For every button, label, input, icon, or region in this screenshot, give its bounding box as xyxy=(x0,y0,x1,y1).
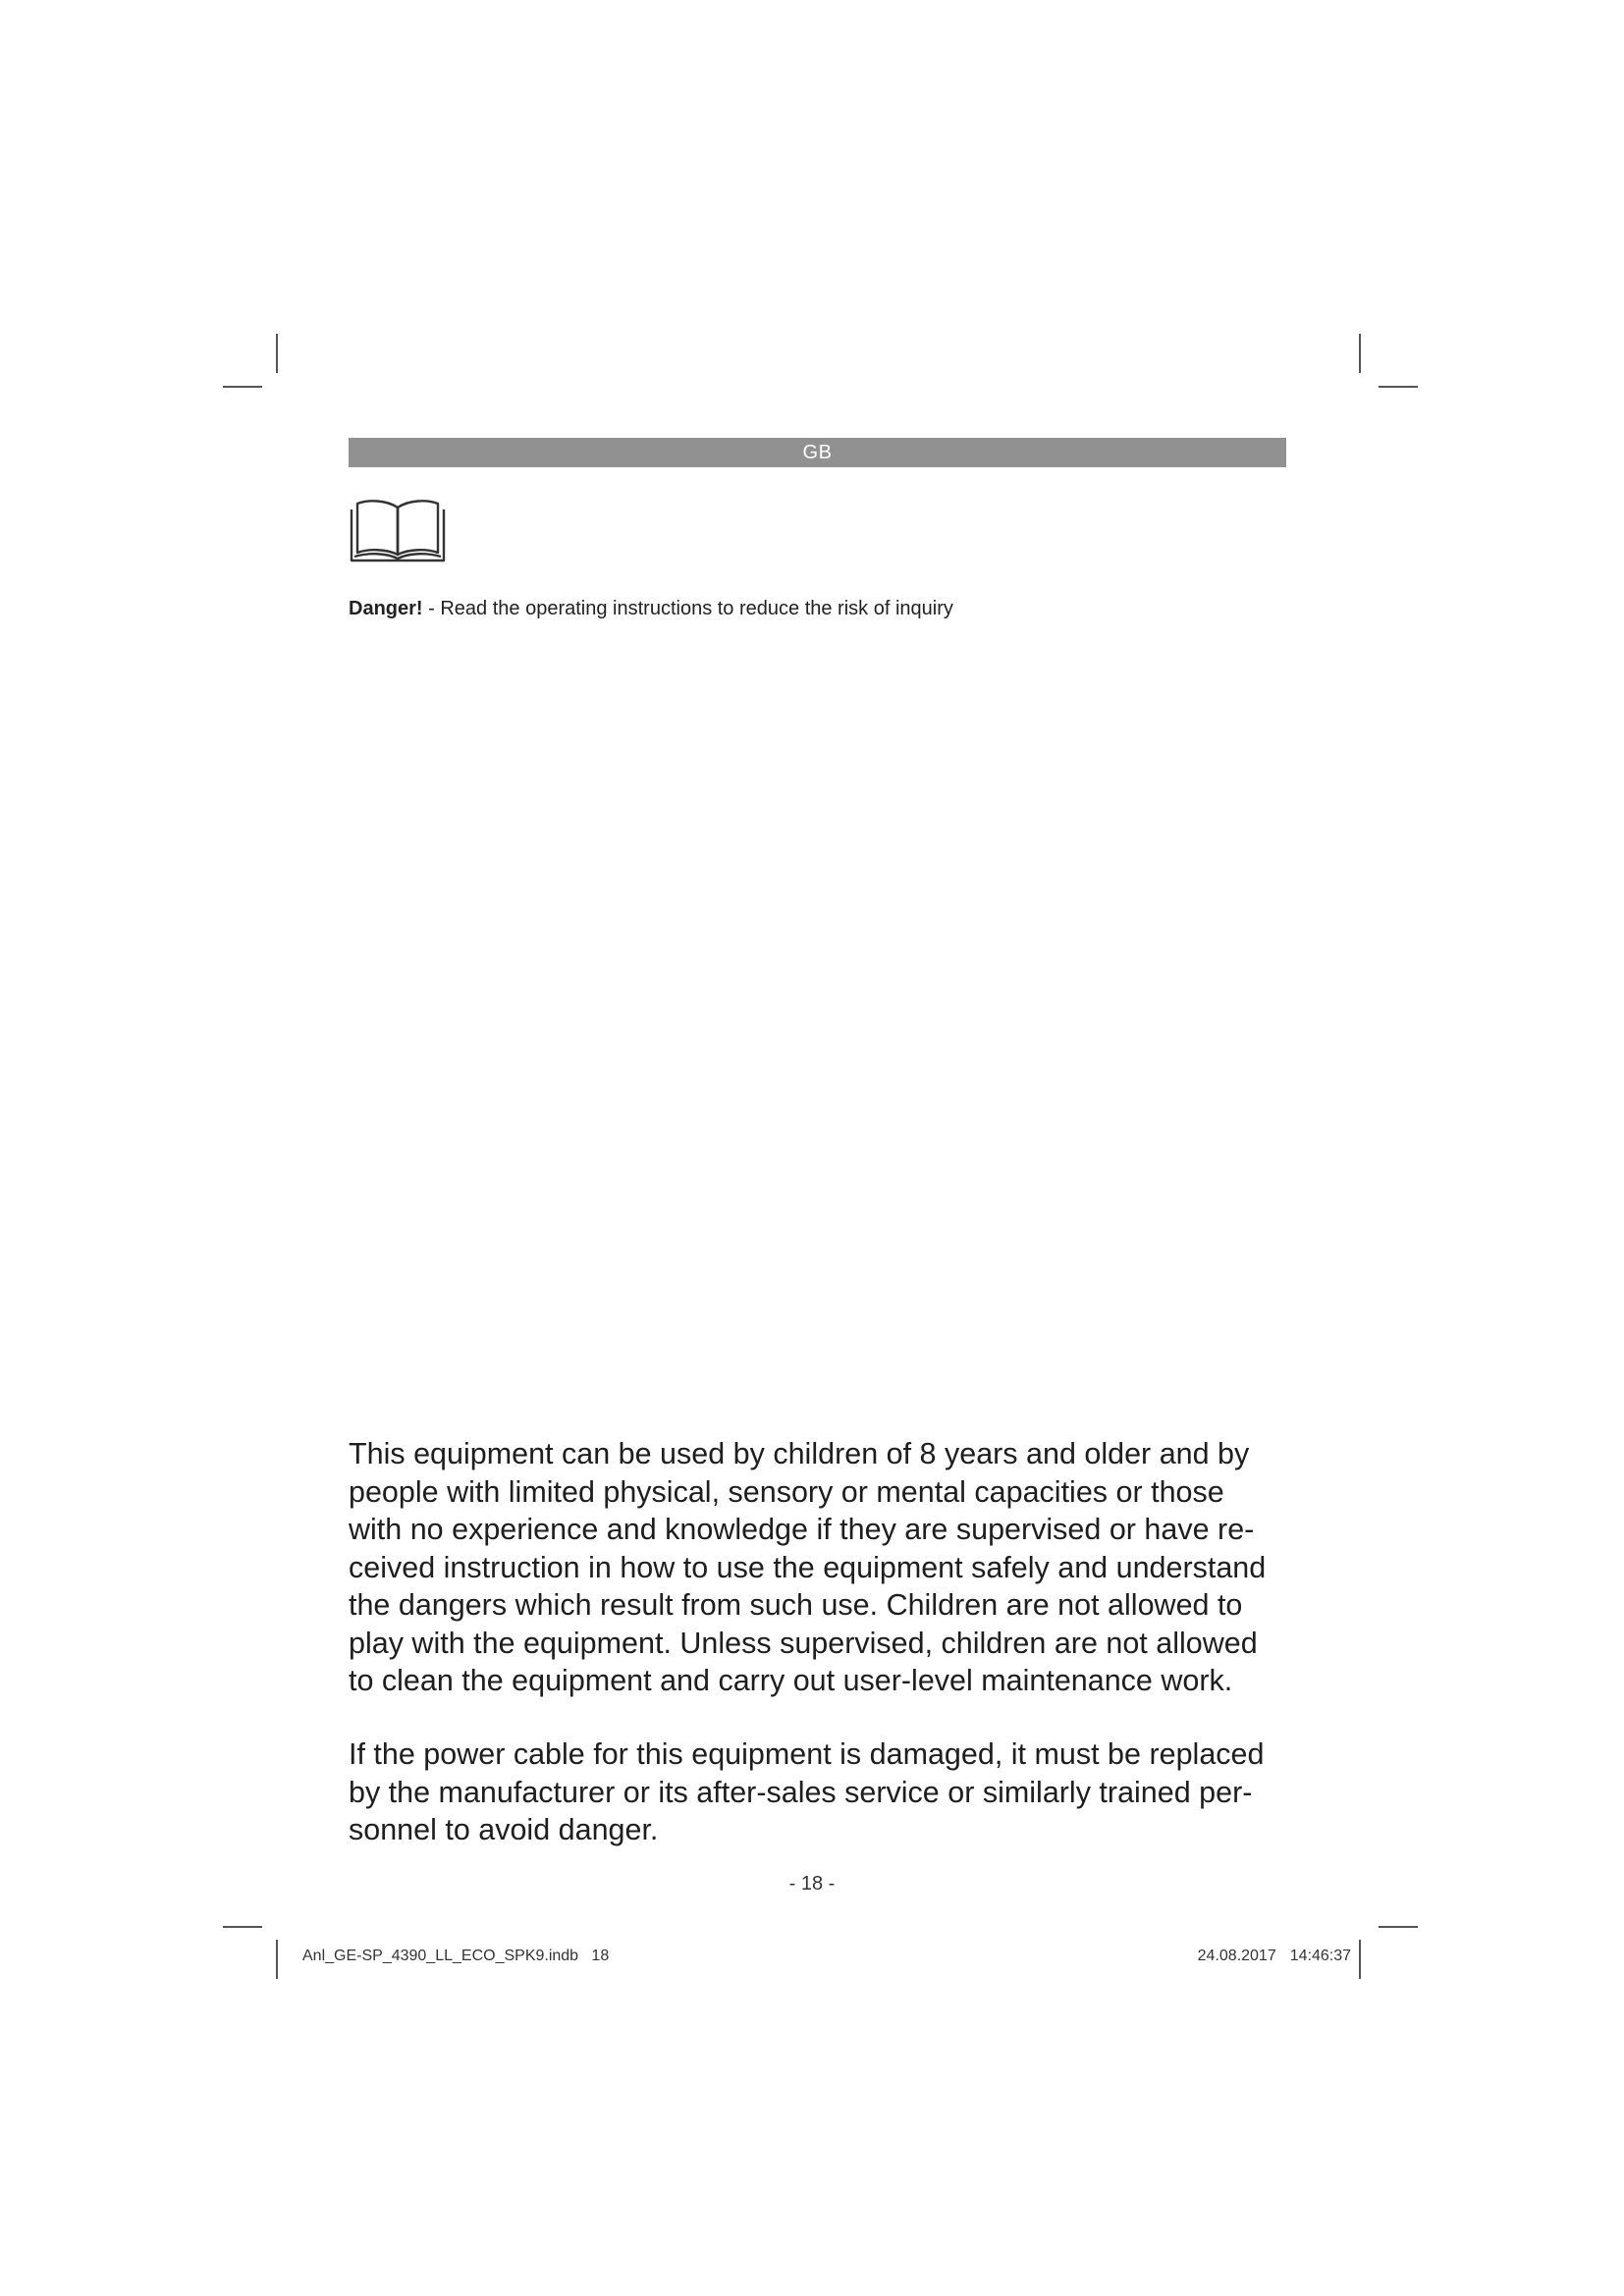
text-line: to clean the equipment and carry out user-level maintenance work. xyxy=(349,1664,1233,1697)
text-line: This equipment can be used by children of 8 years and older and by xyxy=(349,1437,1250,1470)
open-book-icon xyxy=(349,496,447,566)
page-number: - 18 - xyxy=(788,1873,836,1895)
crop-mark-bottom-left-horizontal xyxy=(223,1926,262,1928)
file-slug: Anl_GE-SP_4390_LL_ECO_SPK9.indb 18 xyxy=(302,1948,610,1964)
text-line: people with limited physical, sensory or mental capacities or those xyxy=(349,1474,1224,1509)
print-date: 24.08.2017 xyxy=(1197,1948,1276,1964)
language-code: GB xyxy=(802,442,833,463)
crop-mark-top-left-vertical xyxy=(276,334,278,373)
print-time: 14:46:37 xyxy=(1289,1948,1351,1964)
text-line: ceived instruction in how to use the equipment safely and understand xyxy=(349,1550,1267,1584)
crop-mark-bottom-right-horizontal xyxy=(1379,1926,1418,1928)
crop-mark-bottom-left-vertical xyxy=(276,1940,278,1979)
crop-mark-top-left-horizontal xyxy=(223,386,262,388)
text-line: with no experience and knowledge if they are supervised or have re- xyxy=(349,1513,1255,1546)
text-line: sonnel to avoid danger. xyxy=(349,1813,659,1846)
text-line: by the manufacturer or its after-sales service or similarly trained per- xyxy=(349,1775,1253,1809)
children-safety-paragraph xyxy=(349,1435,1291,1700)
danger-label: Danger! xyxy=(349,598,423,619)
danger-text: - Read the operating instructions to reduce the risk of inquiry xyxy=(422,598,953,619)
print-timestamp xyxy=(1198,1948,1351,1965)
danger-warning xyxy=(349,595,953,622)
text-line: play with the equipment. Unless supervised, children are not allowed xyxy=(349,1626,1258,1660)
text-line: If the power cable for this equipment is damaged, it must be replaced xyxy=(349,1737,1265,1771)
crop-mark-bottom-right-vertical xyxy=(1359,1940,1361,1979)
crop-mark-top-right-vertical xyxy=(1359,334,1361,373)
crop-mark-top-right-horizontal xyxy=(1379,386,1418,388)
language-header-bar xyxy=(349,438,1286,467)
text-line: the dangers which result from such use. Children are not allowed to xyxy=(349,1588,1243,1622)
power-cable-paragraph xyxy=(349,1735,1291,1849)
